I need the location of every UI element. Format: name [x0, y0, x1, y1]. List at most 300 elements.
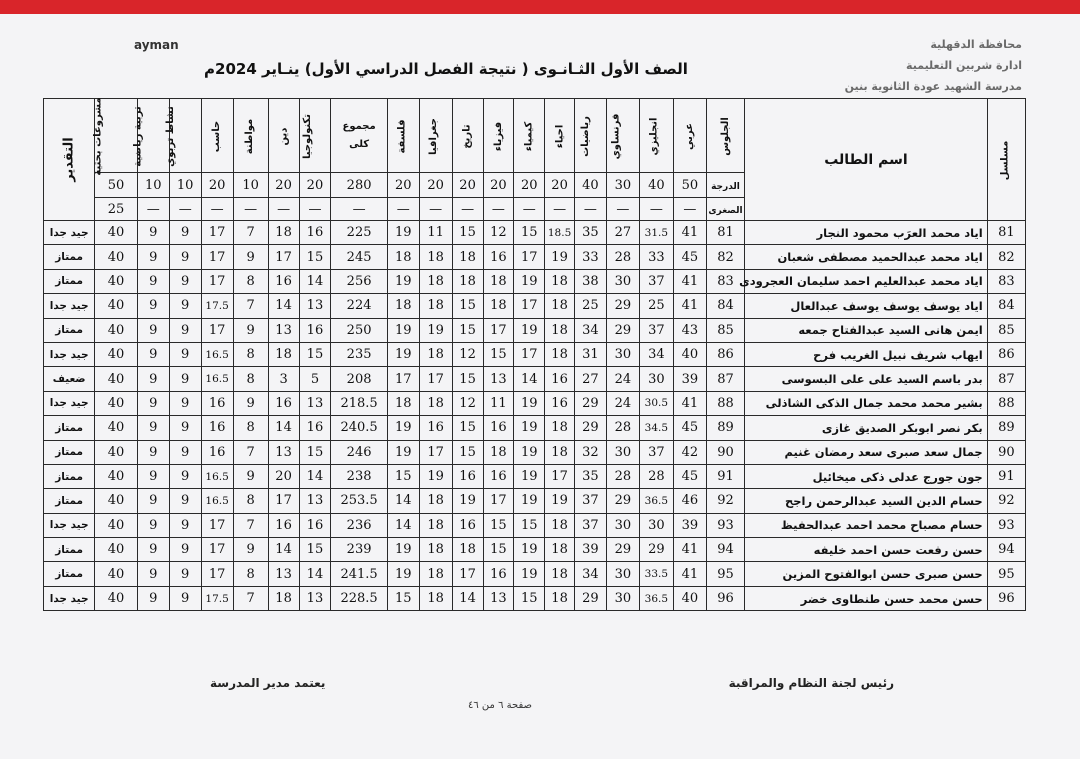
table-row [44, 367, 1026, 391]
subject-mark-cell: 46 [673, 489, 706, 513]
min-mark-cell: — [233, 198, 268, 221]
subject-mark-cell: 16 [483, 464, 514, 488]
grade-cell: ممتاز [44, 269, 95, 293]
subject-mark-cell: 19 [514, 391, 545, 415]
extra-header: تكنولوجيا [299, 99, 331, 173]
subject-mark-cell: 15 [452, 416, 483, 440]
total-cell: 224 [331, 294, 387, 318]
subject-mark-cell: 16 [545, 391, 575, 415]
extra-mark-cell: 14 [299, 269, 331, 293]
min-mark-cell: — [169, 198, 201, 221]
extra-mark-cell: 16.5 [201, 367, 233, 391]
subject-mark-cell: 18 [387, 294, 419, 318]
subject-mark-cell: 29 [574, 391, 606, 415]
extra-header: حاسب [201, 99, 233, 173]
subject-mark-cell: 38 [574, 269, 606, 293]
extra-mark-cell: 15 [299, 440, 331, 464]
student-name-cell: اياد محمد عبدالعليم احمد سليمان العجرودى [745, 269, 988, 293]
subject-mark-cell: 18 [419, 586, 452, 610]
extra-mark-cell: 9 [169, 464, 201, 488]
extra-mark-cell: 7 [233, 586, 268, 610]
subject-mark-cell: 19 [387, 416, 419, 440]
extra-mark-cell: 40 [95, 269, 138, 293]
max-mark-cell: 30 [606, 173, 639, 198]
subject-mark-cell: 18 [545, 294, 575, 318]
student-name-cell: حسام مصباح محمد احمد عبدالحفيظ [745, 513, 988, 537]
subject-mark-cell: 15 [452, 367, 483, 391]
subject-mark-cell: 41 [673, 391, 706, 415]
subject-mark-cell: 15 [514, 221, 545, 245]
max-mark-cell: 10 [137, 173, 169, 198]
extra-mark-cell: 40 [95, 538, 138, 562]
subject-mark-cell: 29 [574, 416, 606, 440]
table-row [44, 440, 1026, 464]
student-name-cell: حسن رفعت حسن احمد خليفه [745, 538, 988, 562]
extra-mark-cell: 9 [137, 269, 169, 293]
total-cell: 250 [331, 318, 387, 342]
serial-cell: 86 [987, 342, 1025, 366]
subject-mark-cell: 18 [419, 513, 452, 537]
subject-mark-cell: 33 [639, 245, 673, 269]
subject-mark-cell: 11 [419, 221, 452, 245]
subject-mark-cell: 30 [606, 269, 639, 293]
table-row [44, 221, 1026, 245]
extra-mark-cell: 9 [169, 586, 201, 610]
extra-mark-cell: 9 [169, 245, 201, 269]
grade-cell: جيد جدا [44, 586, 95, 610]
subject-mark-cell: 45 [673, 464, 706, 488]
total-cell: 245 [331, 245, 387, 269]
principal-signature: يعتمد مدير المدرسة [210, 676, 326, 690]
extra-mark-cell: 9 [233, 464, 268, 488]
grade-cell: ممتاز [44, 416, 95, 440]
subject-mark-cell: 41 [673, 562, 706, 586]
extra-header: دين [268, 99, 299, 173]
subject-mark-cell: 19 [514, 464, 545, 488]
subject-header: جغرافيا [419, 99, 452, 173]
seat-number-cell: 83 [706, 269, 744, 293]
subject-mark-cell: 29 [639, 538, 673, 562]
grade-header: التقدير [44, 99, 95, 221]
extra-mark-cell: 40 [95, 221, 138, 245]
extra-mark-cell: 9 [137, 245, 169, 269]
extra-mark-cell: 9 [137, 342, 169, 366]
subject-mark-cell: 19 [514, 416, 545, 440]
extra-mark-cell: 7 [233, 513, 268, 537]
max-mark-cell: 10 [233, 173, 268, 198]
subject-mark-cell: 16 [419, 416, 452, 440]
subject-mark-cell: 18 [545, 269, 575, 293]
subject-mark-cell: 25 [639, 294, 673, 318]
subject-header: فيزياء [483, 99, 514, 173]
administration-line: ادارة شربين التعليمية [906, 59, 1022, 72]
max-mark-cell: 40 [639, 173, 673, 198]
extra-mark-cell: 16 [268, 269, 299, 293]
extra-mark-cell: 16 [201, 391, 233, 415]
subject-mark-cell: 18 [545, 513, 575, 537]
serial-cell: 81 [987, 221, 1025, 245]
min-mark-cell: — [201, 198, 233, 221]
subject-mark-cell: 28 [606, 245, 639, 269]
extra-mark-cell: 16 [201, 416, 233, 440]
extra-mark-cell: 15 [299, 538, 331, 562]
extra-mark-cell: 9 [137, 294, 169, 318]
extra-mark-cell: 16 [201, 440, 233, 464]
subject-mark-cell: 30 [639, 513, 673, 537]
subject-mark-cell: 13 [483, 586, 514, 610]
subject-mark-cell: 15 [483, 538, 514, 562]
extra-mark-cell: 17 [201, 245, 233, 269]
serial-cell: 85 [987, 318, 1025, 342]
table-row [44, 294, 1026, 318]
subject-mark-cell: 31.5 [639, 221, 673, 245]
subject-mark-cell: 39 [574, 538, 606, 562]
max-mark-cell: 280 [331, 173, 387, 198]
max-mark-cell: 20 [483, 173, 514, 198]
total-cell: 246 [331, 440, 387, 464]
student-name-cell: جون جورج عدلى ذكى ميخائيل [745, 464, 988, 488]
student-name-cell: حسام الدين السيد عبدالرحمن راجح [745, 489, 988, 513]
subject-mark-cell: 17 [419, 440, 452, 464]
grade-cell: ممتاز [44, 538, 95, 562]
seat-number-cell: 94 [706, 538, 744, 562]
subject-mark-cell: 25 [574, 294, 606, 318]
subject-mark-cell: 18.5 [545, 221, 575, 245]
table-row [44, 562, 1026, 586]
max-mark-cell: 50 [673, 173, 706, 198]
subject-mark-cell: 19 [514, 562, 545, 586]
subject-mark-cell: 15 [514, 586, 545, 610]
subject-mark-cell: 19 [514, 489, 545, 513]
seat-number-cell: 84 [706, 294, 744, 318]
min-mark-cell: — [574, 198, 606, 221]
extra-mark-cell: 13 [299, 586, 331, 610]
extra-mark-cell: 9 [169, 391, 201, 415]
max-mark-cell: 20 [387, 173, 419, 198]
subject-mark-cell: 18 [419, 489, 452, 513]
subject-mark-cell: 30 [606, 562, 639, 586]
subject-mark-cell: 17 [387, 367, 419, 391]
subject-mark-cell: 34.5 [639, 416, 673, 440]
extra-mark-cell: 40 [95, 342, 138, 366]
writer-name: ayman [134, 38, 179, 52]
name-header: اسم الطالب [745, 99, 988, 221]
subject-mark-cell: 16 [452, 513, 483, 537]
total-cell: 239 [331, 538, 387, 562]
grade-cell: جيد جدا [44, 294, 95, 318]
extra-mark-cell: 16 [299, 221, 331, 245]
serial-cell: 83 [987, 269, 1025, 293]
extra-mark-cell: 9 [137, 513, 169, 537]
extra-mark-cell: 17 [201, 269, 233, 293]
extra-mark-cell: 9 [169, 416, 201, 440]
max-mark-cell: 20 [268, 173, 299, 198]
subject-mark-cell: 34 [574, 318, 606, 342]
extra-mark-cell: 18 [268, 221, 299, 245]
extra-header: تربية رياضية [137, 99, 169, 173]
extra-mark-cell: 9 [169, 513, 201, 537]
total-cell: 235 [331, 342, 387, 366]
subject-mark-cell: 18 [419, 245, 452, 269]
subject-mark-cell: 13 [483, 367, 514, 391]
subject-mark-cell: 15 [452, 318, 483, 342]
subject-mark-cell: 19 [419, 464, 452, 488]
min-mark-cell: — [514, 198, 545, 221]
subject-mark-cell: 12 [452, 391, 483, 415]
subject-mark-cell: 19 [387, 538, 419, 562]
seat-header: الجلوس [706, 99, 744, 173]
subject-mark-cell: 18 [419, 294, 452, 318]
grade-cell: جيد جدا [44, 221, 95, 245]
school-name-line: مدرسة الشهيد عودة الثانوية بنين [844, 80, 1022, 93]
student-name-cell: جمال سعد صبرى سعد رمضان غنيم [745, 440, 988, 464]
total-cell: 240.5 [331, 416, 387, 440]
serial-cell: 84 [987, 294, 1025, 318]
subject-mark-cell: 29 [574, 586, 606, 610]
extra-header: مشروعات بحثية [95, 99, 138, 173]
extra-mark-cell: 17.5 [201, 586, 233, 610]
seat-number-cell: 81 [706, 221, 744, 245]
subject-mark-cell: 18 [545, 538, 575, 562]
extra-mark-cell: 7 [233, 440, 268, 464]
subject-mark-cell: 18 [545, 586, 575, 610]
grade-cell: جيد جدا [44, 342, 95, 366]
subject-mark-cell: 17 [514, 342, 545, 366]
extra-mark-cell: 17 [201, 221, 233, 245]
extra-mark-cell: 15 [299, 245, 331, 269]
min-mark-cell: — [299, 198, 331, 221]
grade-cell: ممتاز [44, 562, 95, 586]
min-mark-cell: — [606, 198, 639, 221]
subject-mark-cell: 45 [673, 416, 706, 440]
subject-mark-cell: 16 [452, 464, 483, 488]
subject-mark-cell: 36.5 [639, 586, 673, 610]
committee-signature: رئيس لجنة النظام والمراقبة [728, 676, 894, 690]
seat-number-cell: 89 [706, 416, 744, 440]
extra-mark-cell: 40 [95, 562, 138, 586]
subject-mark-cell: 27 [606, 221, 639, 245]
min-label: الصغرى [706, 198, 744, 221]
extra-mark-cell: 40 [95, 245, 138, 269]
total-cell: 225 [331, 221, 387, 245]
extra-mark-cell: 40 [95, 416, 138, 440]
extra-mark-cell: 13 [268, 440, 299, 464]
subject-mark-cell: 17 [483, 489, 514, 513]
subject-header: كيمياء [514, 99, 545, 173]
subject-mark-cell: 39 [673, 367, 706, 391]
subject-mark-cell: 18 [452, 538, 483, 562]
subject-mark-cell: 30 [606, 440, 639, 464]
min-mark-cell: — [545, 198, 575, 221]
grade-cell: ممتاز [44, 440, 95, 464]
school-header [845, 34, 1022, 97]
subject-mark-cell: 30 [606, 342, 639, 366]
serial-cell: 82 [987, 245, 1025, 269]
extra-mark-cell: 16 [299, 513, 331, 537]
subject-mark-cell: 18 [545, 440, 575, 464]
serial-cell: 94 [987, 538, 1025, 562]
subject-header: تاريخ [452, 99, 483, 173]
extra-mark-cell: 9 [169, 342, 201, 366]
subject-mark-cell: 36.5 [639, 489, 673, 513]
subject-mark-cell: 18 [419, 391, 452, 415]
extra-mark-cell: 13 [299, 489, 331, 513]
extra-mark-cell: 7 [233, 221, 268, 245]
extra-mark-cell: 9 [169, 318, 201, 342]
extra-header: مواطنة [233, 99, 268, 173]
max-label: الدرجة [706, 173, 744, 198]
extra-mark-cell: 9 [137, 318, 169, 342]
results-table [43, 98, 1026, 611]
serial-cell: 93 [987, 513, 1025, 537]
max-mark-cell: 20 [201, 173, 233, 198]
extra-mark-cell: 9 [137, 367, 169, 391]
max-mark-cell: 50 [95, 173, 138, 198]
subject-mark-cell: 42 [673, 440, 706, 464]
grade-cell: جيد جدا [44, 391, 95, 415]
subject-mark-cell: 35 [574, 464, 606, 488]
top-color-band [0, 0, 1080, 14]
subject-mark-cell: 19 [387, 318, 419, 342]
subject-mark-cell: 17 [419, 367, 452, 391]
subject-mark-cell: 18 [545, 416, 575, 440]
serial-cell: 92 [987, 489, 1025, 513]
seat-number-cell: 91 [706, 464, 744, 488]
page-number: صفحة ٦ من ٤٦ [468, 700, 532, 711]
total-cell: 208 [331, 367, 387, 391]
extra-mark-cell: 9 [169, 489, 201, 513]
extra-mark-cell: 40 [95, 464, 138, 488]
subject-mark-cell: 16 [483, 245, 514, 269]
subject-mark-cell: 18 [419, 269, 452, 293]
extra-mark-cell: 9 [169, 367, 201, 391]
subject-mark-cell: 18 [419, 342, 452, 366]
subject-mark-cell: 17 [545, 464, 575, 488]
subject-mark-cell: 17 [514, 294, 545, 318]
subject-mark-cell: 40 [673, 342, 706, 366]
extra-mark-cell: 9 [137, 586, 169, 610]
extra-mark-cell: 16 [268, 513, 299, 537]
grade-cell: ضعيف [44, 367, 95, 391]
extra-mark-cell: 9 [137, 489, 169, 513]
table-row [44, 586, 1026, 610]
extra-header: نشاط تربوي [169, 99, 201, 173]
seat-number-cell: 82 [706, 245, 744, 269]
table-row [44, 538, 1026, 562]
subject-mark-cell: 24 [606, 391, 639, 415]
table-row [44, 391, 1026, 415]
table-row [44, 269, 1026, 293]
table-row [44, 342, 1026, 366]
extra-mark-cell: 9 [233, 245, 268, 269]
subject-mark-cell: 14 [514, 367, 545, 391]
extra-mark-cell: 8 [233, 367, 268, 391]
subject-mark-cell: 14 [387, 513, 419, 537]
seat-number-cell: 87 [706, 367, 744, 391]
student-name-cell: بدر باسم السيد على على البسوسى [745, 367, 988, 391]
subject-mark-cell: 12 [483, 221, 514, 245]
max-mark-cell: 40 [574, 173, 606, 198]
total-cell: 228.5 [331, 586, 387, 610]
subject-mark-cell: 24 [606, 367, 639, 391]
subject-header: فلسفة [387, 99, 419, 173]
subject-mark-cell: 31 [574, 342, 606, 366]
subject-mark-cell: 19 [514, 440, 545, 464]
extra-mark-cell: 16 [268, 391, 299, 415]
min-mark-cell: — [331, 198, 387, 221]
student-name-cell: ايمن هانى السيد عبدالفتاح جمعه [745, 318, 988, 342]
serial-cell: 96 [987, 586, 1025, 610]
subject-mark-cell: 19 [387, 221, 419, 245]
extra-mark-cell: 9 [169, 221, 201, 245]
extra-mark-cell: 8 [233, 269, 268, 293]
student-name-cell: بشير محمد محمد جمال الذكى الشاذلى [745, 391, 988, 415]
subject-mark-cell: 29 [606, 318, 639, 342]
extra-mark-cell: 14 [268, 294, 299, 318]
extra-mark-cell: 16.5 [201, 489, 233, 513]
subject-mark-cell: 30 [639, 367, 673, 391]
seat-number-cell: 96 [706, 586, 744, 610]
extra-mark-cell: 9 [169, 538, 201, 562]
subject-mark-cell: 14 [452, 586, 483, 610]
subject-mark-cell: 14 [387, 489, 419, 513]
subject-mark-cell: 15 [452, 221, 483, 245]
subject-mark-cell: 43 [673, 318, 706, 342]
max-mark-cell: 20 [419, 173, 452, 198]
serial-cell: 95 [987, 562, 1025, 586]
total-cell: 236 [331, 513, 387, 537]
extra-mark-cell: 40 [95, 294, 138, 318]
subject-mark-cell: 18 [545, 318, 575, 342]
extra-mark-cell: 9 [137, 416, 169, 440]
student-name-cell: حسن صبرى حسن ابوالفتوح المزين [745, 562, 988, 586]
min-mark-cell: — [452, 198, 483, 221]
grade-cell: ممتاز [44, 245, 95, 269]
max-mark-cell: 20 [545, 173, 575, 198]
header-row [44, 99, 1026, 173]
extra-mark-cell: 8 [233, 342, 268, 366]
total-cell: 241.5 [331, 562, 387, 586]
subject-mark-cell: 29 [606, 294, 639, 318]
extra-mark-cell: 17 [201, 538, 233, 562]
extra-mark-cell: 40 [95, 367, 138, 391]
extra-mark-cell: 14 [299, 464, 331, 488]
subject-mark-cell: 41 [673, 294, 706, 318]
student-name-cell: اياد محمد عبدالحميد مصطفى شعبان [745, 245, 988, 269]
subject-mark-cell: 19 [419, 318, 452, 342]
subject-mark-cell: 18 [387, 245, 419, 269]
extra-mark-cell: 16 [299, 318, 331, 342]
grade-cell: ممتاز [44, 489, 95, 513]
extra-mark-cell: 18 [268, 342, 299, 366]
max-mark-cell: 10 [169, 173, 201, 198]
extra-mark-cell: 17 [268, 245, 299, 269]
seat-number-cell: 90 [706, 440, 744, 464]
extra-mark-cell: 13 [268, 562, 299, 586]
subject-mark-cell: 19 [387, 562, 419, 586]
subject-mark-cell: 29 [606, 538, 639, 562]
table-row [44, 513, 1026, 537]
serial-cell: 91 [987, 464, 1025, 488]
extra-mark-cell: 9 [233, 538, 268, 562]
extra-mark-cell: 13 [299, 391, 331, 415]
subject-mark-cell: 28 [606, 464, 639, 488]
total-cell: 238 [331, 464, 387, 488]
extra-mark-cell: 40 [95, 489, 138, 513]
min-mark-cell: — [483, 198, 514, 221]
subject-mark-cell: 18 [483, 269, 514, 293]
subject-mark-cell: 18 [545, 342, 575, 366]
